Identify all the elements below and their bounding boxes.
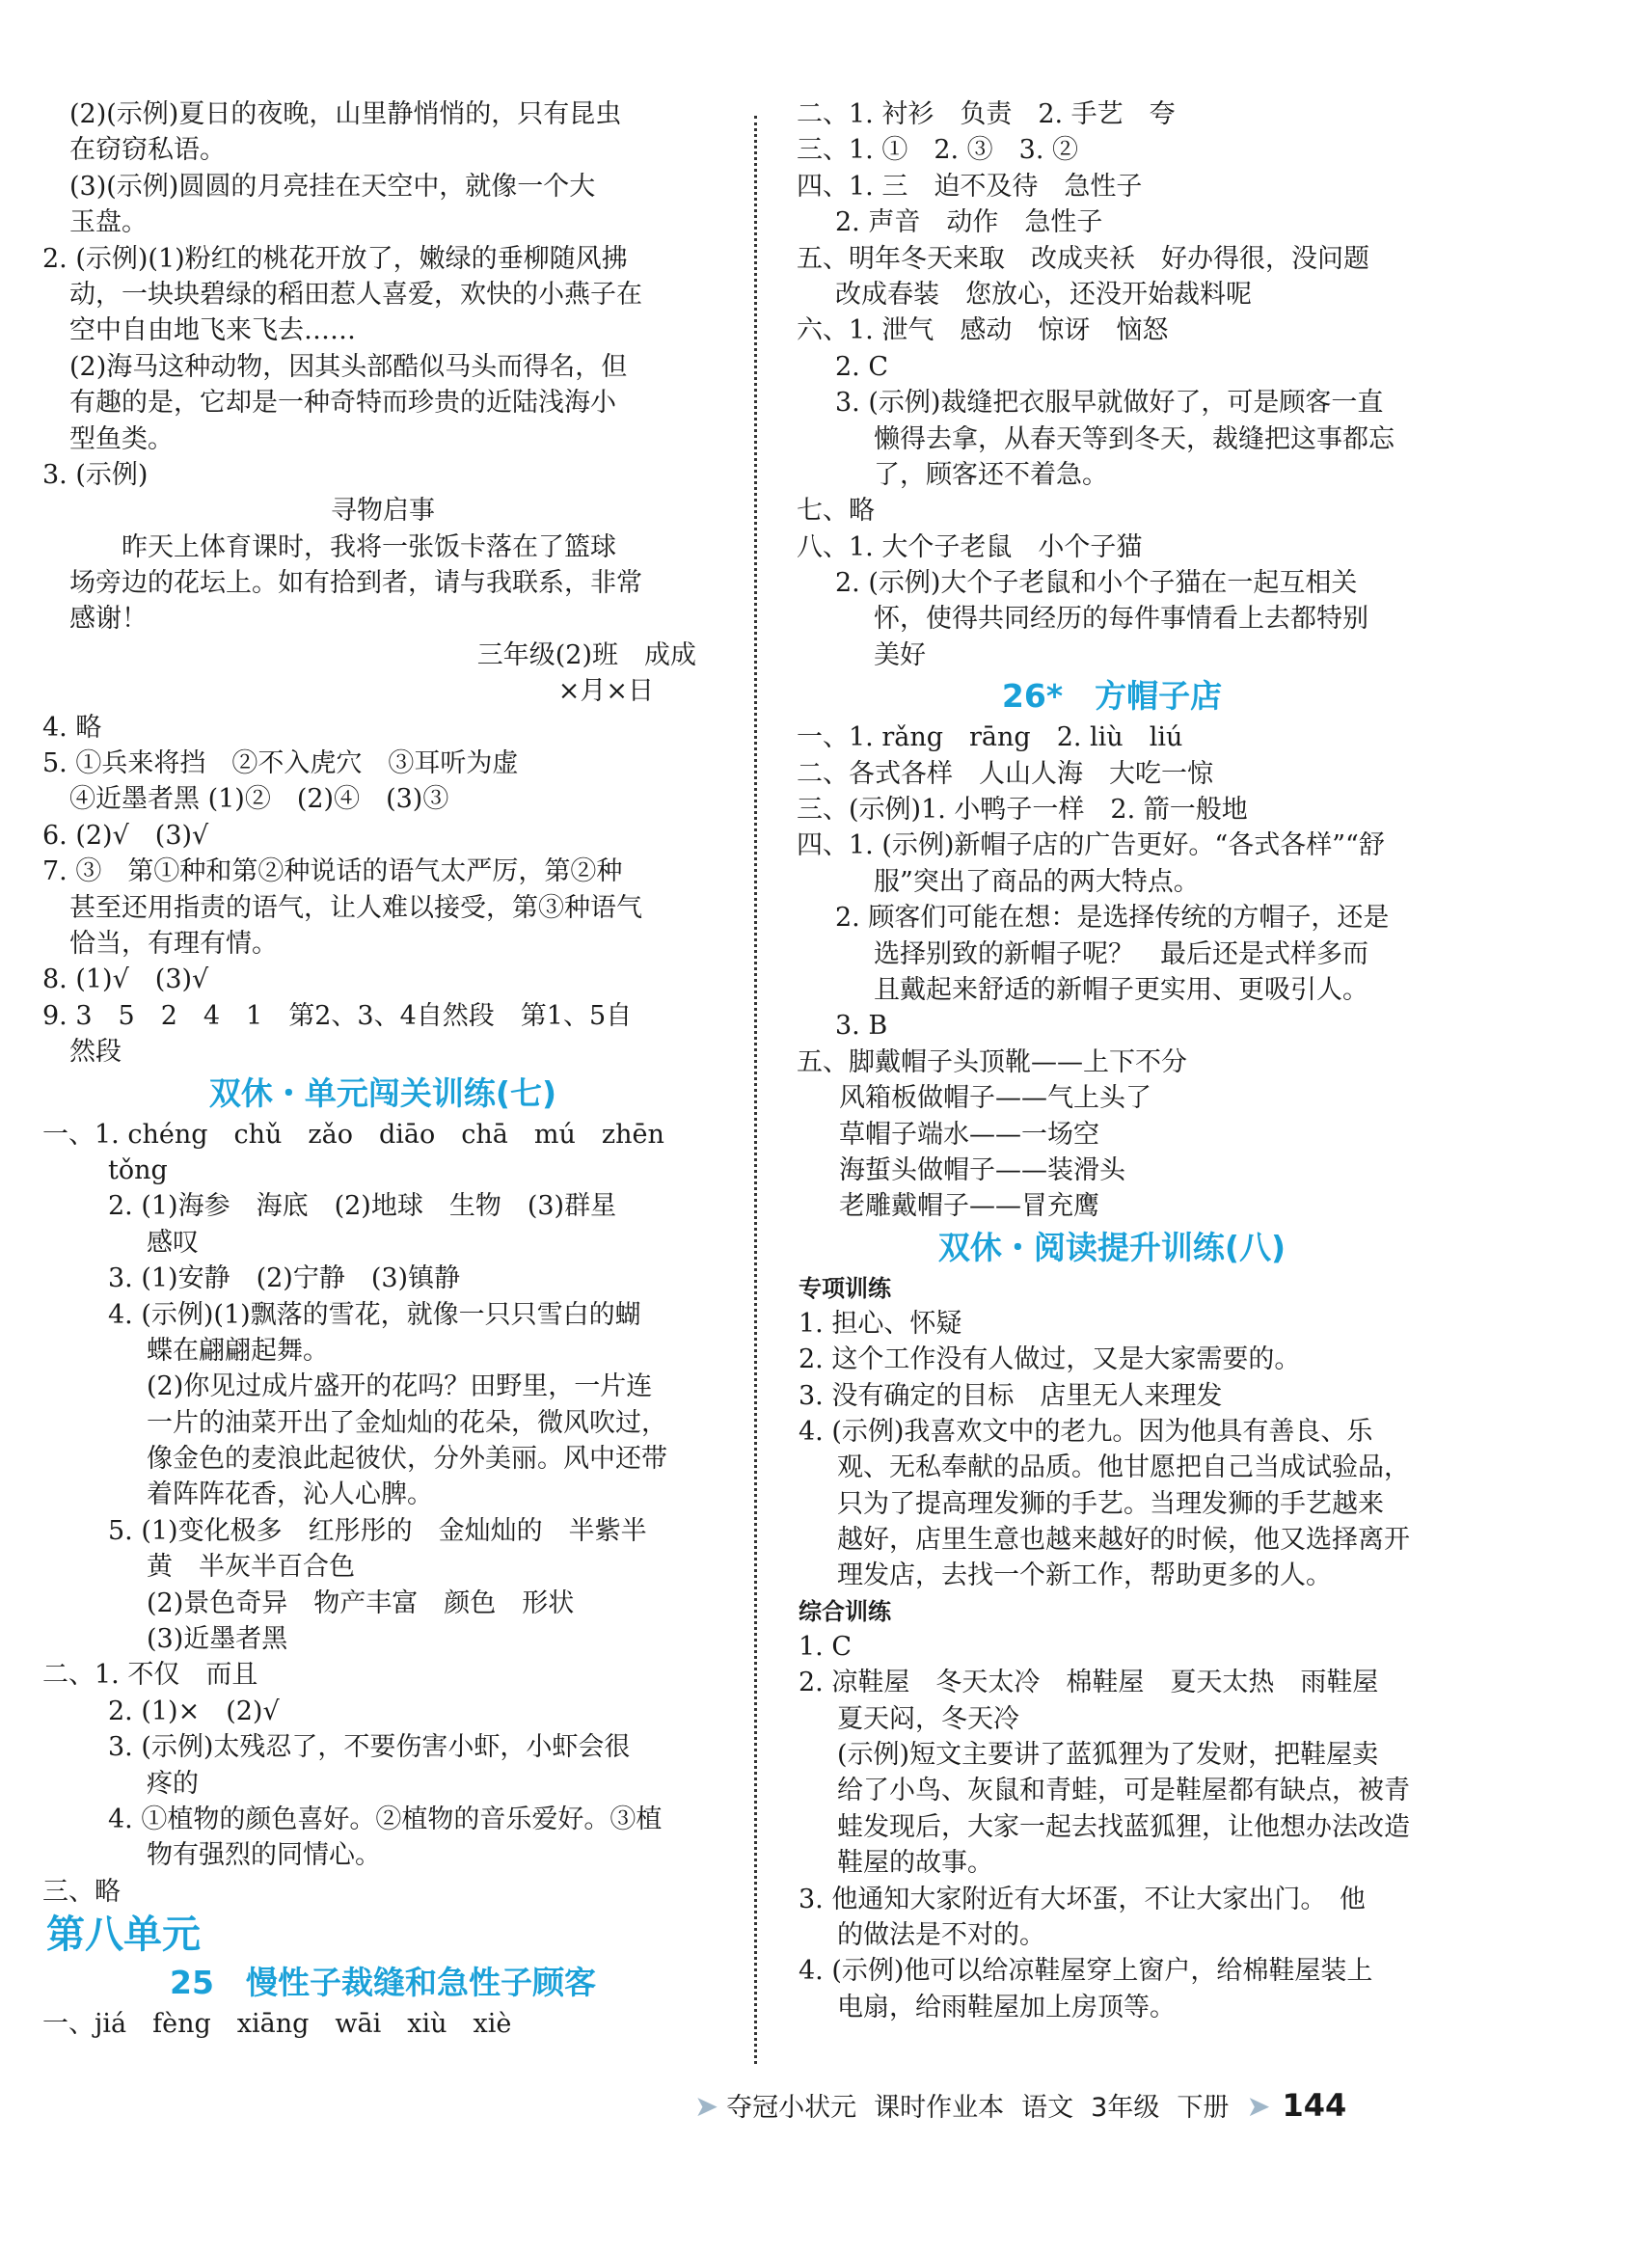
text-line: 四、1. (示例)新帽子店的广告更好。“各式各样”“舒 — [797, 830, 1385, 861]
text-line: 老雕戴帽子——冒充鹰 — [839, 1191, 1099, 1222]
text-line: (2)你见过成片盛开的花吗？田野里，一片连 — [147, 1371, 653, 1402]
text-line: 5. (1)变化极多 红彤彤的 金灿灿的 半紫半 — [108, 1515, 647, 1546]
text-line: 着阵阵花香，沁人心脾。 — [147, 1479, 433, 1510]
text-line: 4. (示例)(1)飘落的雪花，就像一只只雪白的蝴 — [108, 1299, 641, 1330]
text-line: 八、1. 大个子老鼠 小个子猫 — [797, 531, 1143, 562]
text-line: 2. 凉鞋屋 冬天太冷 棉鞋屋 夏天太热 雨鞋屋 — [799, 1668, 1379, 1698]
notice-date: ×月×日 — [557, 676, 654, 707]
text-line: 五、明年冬天来取 改成夹袄 好办得很，没问题 — [797, 243, 1369, 274]
section-heading-reading-8: 双休・阅读提升训练(八) — [937, 1228, 1286, 1266]
text-line: 2. (示例)(1)粉红的桃花开放了，嫩绿的垂柳随风拂 — [42, 243, 628, 274]
text-line: 3. (示例)裁缝把衣服早就做好了，可是顾客一直 — [835, 388, 1384, 419]
text-line: 7. ③ 第①种和第②种说话的语气太严厉，第②种 — [42, 856, 623, 887]
text-line: 懒得去拿，从春天等到冬天，裁缝把这事都忘 — [874, 423, 1395, 454]
text-line: 2. (1)× (2)√ — [108, 1696, 280, 1726]
column-divider — [754, 116, 757, 2064]
text-line: 4. ①植物的颜色喜好。②植物的音乐爱好。③植 — [108, 1804, 663, 1834]
text-line: 黄 半灰半百合色 — [147, 1552, 355, 1583]
text-line: 1. 担心、怀疑 — [799, 1308, 962, 1339]
text-line: 风箱板做帽子——气上头了 — [839, 1083, 1151, 1114]
text-line: 2. 这个工作没有人做过，又是大家需要的。 — [799, 1344, 1301, 1375]
page-footer — [694, 2078, 1364, 2132]
text-line: 然段 — [69, 1037, 122, 1068]
text-line: 三、(示例)1. 小鸭子一样 2. 箭一般地 — [797, 795, 1248, 826]
text-line: 感叹 — [147, 1227, 199, 1258]
text-line: 越好，店里生意也越来越好的时候，他又选择离开 — [837, 1525, 1410, 1556]
text-line: 有趣的是，它却是一种奇特而珍贵的近陆浅海小 — [69, 388, 616, 419]
left-column — [42, 96, 696, 2043]
text-line: 一、jiá fèng xiāng wāi xiù xiè — [42, 2009, 512, 2040]
text-line: tǒng — [108, 1154, 168, 1185]
text-line: 的做法是不对的。 — [837, 1919, 1045, 1950]
text-line: 鞋屋的故事。 — [837, 1848, 993, 1879]
text-line: 二、1. 衬衫 负责 2. 手艺 夸 — [797, 99, 1176, 129]
text-line: 七、略 — [797, 496, 875, 527]
text-line: 电扇，给雨鞋屋加上房顶等。 — [837, 1992, 1176, 2022]
text-line: 改成春装 您放心，还没开始裁料呢 — [835, 279, 1252, 310]
text-line: ④近墨者黑 (1)② (2)④ (3)③ — [69, 784, 449, 815]
unit-heading: 第八单元 — [46, 1913, 201, 1958]
text-line: 玉盘。 — [69, 207, 148, 238]
text-line: 草帽子端水——一场空 — [839, 1119, 1099, 1150]
text-line: 一片的油菜开出了金灿灿的花朵，微风吹过， — [147, 1407, 667, 1438]
notice-signature: 三年级(2)班 成成 — [476, 639, 696, 670]
text-line: 3. 没有确定的目标 店里无人来理发 — [799, 1380, 1223, 1411]
text-line: 在窃窃私语。 — [69, 135, 226, 166]
text-line: 疼的 — [147, 1768, 199, 1799]
text-line: 给了小鸟、灰鼠和青蛙，可是鞋屋都有缺点，被青 — [837, 1776, 1410, 1806]
text-line: 2. (示例)大个子老鼠和小个子猫在一起互相关 — [835, 568, 1358, 599]
footer-grade: 3年级 — [1091, 2093, 1160, 2123]
chevron-right-icon: ➤ — [1246, 2090, 1271, 2124]
text-line: 2. 声音 动作 急性子 — [835, 207, 1103, 238]
text-line: 3. 他通知大家附近有大坏蛋，不让大家出门。 他 — [799, 1884, 1366, 1914]
text-line: 只为了提高理发狮的手艺。当理发狮的手艺越来 — [837, 1488, 1384, 1519]
footer-brand: 夺冠小状元 — [726, 2093, 857, 2123]
text-line: 型鱼类。 — [69, 423, 174, 454]
text-line: 恰当，有理有情。 — [69, 928, 278, 959]
text-line: 选择别致的新帽子呢？ 最后还是式样多而 — [874, 938, 1368, 969]
text-line: 2. (1)海参 海底 (2)地球 生物 (3)群星 — [108, 1191, 617, 1222]
subhead-comprehensive-training: 综合训练 — [799, 1597, 891, 1625]
chevron-right-icon: ➤ — [694, 2090, 719, 2124]
section-heading-unit-7-review: 双休・单元闯关训练(七) — [208, 1073, 557, 1112]
text-line: 空中自由地飞来飞去…… — [69, 315, 356, 346]
text-line: 4. 略 — [42, 712, 102, 743]
text-line: 夏天闷，冬天冷 — [837, 1703, 1019, 1734]
text-line: 二、1. 不仅 而且 — [42, 1660, 258, 1691]
text-line: 场旁边的花坛上。如有拾到者，请与我联系，非常 — [69, 568, 642, 599]
text-line: 3. (示例) — [42, 459, 149, 490]
text-line: 4. (示例)我喜欢文中的老九。因为他具有善良、乐 — [799, 1416, 1373, 1447]
text-line: 8. (1)√ (3)√ — [42, 964, 209, 995]
text-line: (2)景色奇异 物产丰富 颜色 形状 — [147, 1587, 575, 1618]
text-line: 观、无私奉献的品质。他甘愿把自己当成试验品， — [837, 1452, 1410, 1483]
text-line: 3. (1)安静 (2)宁静 (3)镇静 — [108, 1263, 461, 1294]
text-line: 六、1. 泄气 感动 惊讶 恼怒 — [797, 315, 1169, 346]
text-line: 美好 — [874, 639, 926, 670]
footer-series: 课时作业本 — [874, 2093, 1005, 2123]
text-line: 感谢！ — [69, 604, 148, 635]
text-line: 了，顾客还不着急。 — [874, 459, 1108, 490]
text-line: 一、1. rǎng rāng 2. liù liú — [797, 722, 1183, 753]
text-line: 4. (示例)他可以给凉鞋屋穿上窗户，给棉鞋屋装上 — [799, 1956, 1373, 1987]
text-line: (3)(示例)圆圆的月亮挂在天空中，就像一个大 — [69, 171, 596, 202]
text-line: 二、各式各样 人山人海 大吃一惊 — [797, 758, 1213, 789]
text-line: 四、1. 三 迫不及待 急性子 — [797, 171, 1143, 202]
text-line: 5. ①兵来将挡 ②不入虎穴 ③耳听为虚 — [42, 748, 519, 779]
right-column — [799, 96, 1425, 2025]
text-line: 像金色的麦浪此起彼伏，分外美丽。风中还带 — [147, 1444, 667, 1475]
text-line: 2. C — [835, 351, 889, 382]
footer-term: 下册 — [1177, 2093, 1230, 2123]
footer-subject: 语文 — [1021, 2093, 1074, 2123]
text-line: 三、1. ① 2. ③ 3. ② — [797, 135, 1079, 166]
text-line: 1. C — [799, 1631, 853, 1662]
text-line: 蛙发现后，大家一起去找蓝狐狸，让他想办法改造 — [837, 1811, 1410, 1842]
text-line: (2)海马这种动物，因其头部酷似马头而得名，但 — [69, 351, 628, 382]
text-line: 服”突出了商品的两大特点。 — [874, 866, 1200, 897]
text-line: 三、略 — [42, 1876, 121, 1907]
text-line: 9. 3 5 2 4 1 第2、3、4自然段 第1、5自 — [42, 1000, 633, 1031]
lesson-heading-26: 26* 方帽子店 — [1001, 677, 1223, 716]
text-line: 3. B — [835, 1011, 888, 1042]
text-line: 6. (2)√ (3)√ — [42, 820, 209, 851]
text-line: (2)(示例)夏日的夜晚，山里静悄悄的，只有昆虫 — [69, 99, 622, 129]
page-number: 144 — [1282, 2087, 1347, 2124]
text-line: 3. (示例)太残忍了，不要伤害小虾，小虾会很 — [108, 1732, 631, 1763]
text-line: 五、脚戴帽子头顶靴——上下不分 — [797, 1046, 1187, 1077]
text-line: 动，一块块碧绿的稻田惹人喜爱，欢快的小燕子在 — [69, 279, 642, 310]
text-line: 2. 顾客们可能在想：是选择传统的方帽子，还是 — [835, 903, 1390, 934]
lesson-heading-25: 25 慢性子裁缝和急性子顾客 — [170, 1964, 596, 2002]
text-line: (3)近墨者黑 — [147, 1624, 288, 1655]
subhead-special-training: 专项训练 — [799, 1274, 891, 1302]
text-line: 一、1. chéng chǔ zǎo diāo chā mú zhēn — [42, 1119, 664, 1150]
text-line: 甚至还用指责的语气，让人难以接受，第③种语气 — [69, 892, 642, 923]
text-line: 海蜇头做帽子——装滑头 — [839, 1154, 1125, 1185]
text-line: 且戴起来舒适的新帽子更实用、更吸引人。 — [874, 974, 1368, 1005]
text-line: 昨天上体育课时，我将一张饭卡落在了篮球 — [122, 531, 616, 562]
notice-title: 寻物启事 — [331, 496, 435, 527]
text-line: 理发店，去找一个新工作，帮助更多的人。 — [837, 1560, 1332, 1591]
text-line: (示例)短文主要讲了蓝狐狸为了发财，把鞋屋卖 — [837, 1740, 1379, 1771]
text-line: 物有强烈的同情心。 — [147, 1840, 381, 1871]
text-line: 蝶在翩翩起舞。 — [147, 1335, 329, 1366]
text-line: 怀，使得共同经历的每件事情看上去都特别 — [874, 604, 1368, 635]
